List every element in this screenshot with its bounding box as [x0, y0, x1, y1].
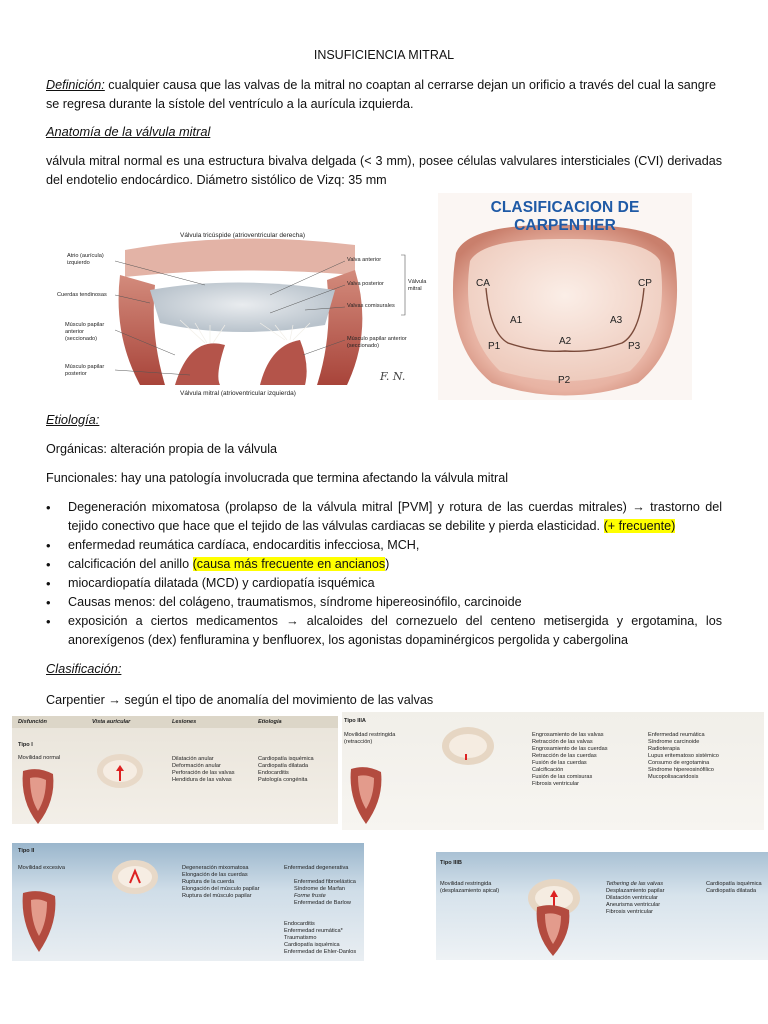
movement-line: (desplazamiento apical)	[440, 888, 500, 894]
heart-icon	[532, 902, 574, 958]
etiology-item: Cardiopatía dilatada	[706, 888, 757, 894]
carpentier-title: CLASIFICACION DE CARPENTIER	[490, 199, 640, 234]
lesion-item: Retracción de las valvas	[532, 739, 593, 745]
tipo-iiia-movement	[344, 732, 395, 746]
valve-view-icon	[440, 724, 496, 768]
etiology-item: Síndrome de Marfan	[294, 886, 345, 892]
tipo-ii-movement: Movilidad excesiva	[18, 865, 65, 871]
heart-icon	[18, 766, 58, 824]
page-title: INSUFICIENCIA MITRAL	[313, 48, 455, 62]
etiology-item: Síndrome hipereosinófilico	[648, 767, 714, 773]
right-label-anterior-leaflet: Valva anterior	[347, 257, 382, 263]
valve-view-icon	[95, 751, 145, 791]
bullet-highlight: (+ frecuente)	[603, 519, 676, 533]
etiology-item: Cardiopatía dilatada	[258, 763, 309, 769]
definition-label: Definición:	[46, 78, 105, 92]
valve-view-icon	[110, 857, 160, 897]
tipo-i-etiology	[258, 756, 314, 784]
classification-line: Carpentier → según el tipo de anomalía del movimiento de las valvas	[46, 693, 434, 707]
bullet-text: miocardiopatía dilatada (MCD) y cardiopatía isquémica	[68, 576, 375, 590]
etiology-item: Enfermedad reumática	[648, 732, 705, 738]
etiology-item: Enfermedad reumática*	[284, 928, 343, 934]
lesion-item: Elongación del músculo papilar	[182, 886, 260, 892]
anatomy-heading: Anatomía de la válvula mitral	[46, 124, 211, 139]
tipo-i-panel	[12, 716, 338, 824]
label-p3: P3	[628, 341, 641, 352]
movement-line: Movilidad restringida	[440, 881, 492, 887]
lesion-item: Elongación de las cuerdas	[182, 872, 248, 878]
heart-icon	[346, 764, 386, 826]
tipo-iiia-panel	[342, 712, 764, 830]
list-item	[46, 536, 722, 555]
label-p2: P2	[558, 375, 571, 386]
bracket-label-mitral: Válvula mitral	[408, 279, 427, 292]
etiology-item: Cardiopatía isquémica	[258, 756, 314, 762]
svg-text:F. N.: F. N.	[380, 370, 406, 383]
list-item	[46, 612, 722, 650]
etiology-item: Lupus eritematoso sistémico	[648, 753, 719, 759]
tipo-ii-etiology-head: Enfermedad degenerativa	[284, 865, 349, 871]
etiology-item: Mucopolisacaridosis	[648, 774, 699, 780]
label-a1: A1	[510, 315, 523, 326]
tipo-i-movement: Movilidad normal	[18, 755, 61, 761]
label-a2: A2	[559, 336, 572, 347]
mitral-valve-anatomy-figure	[55, 215, 430, 400]
right-label-papillary-sectioned: Músculo papilar anterior (seccionado)	[347, 336, 407, 349]
definition-paragraph	[46, 76, 722, 114]
lesion-item: Tethering de las valvas	[606, 881, 664, 887]
header-vista: Vista auricular	[92, 719, 131, 725]
etiology-item: Patología congénita	[258, 777, 308, 783]
lesion-item: Fusión de las comisuras	[532, 774, 593, 780]
lesion-item: Ruptura del músculo papilar	[182, 893, 252, 899]
lesion-item: Engrosamiento de las valvas	[532, 732, 604, 738]
lesion-item: Fibrosis ventricular	[606, 909, 653, 915]
left-label-posterior-papillary: Músculo papilar posterior	[65, 364, 105, 377]
header-etiologia: Etiología	[258, 719, 282, 725]
tipo-iiib-etiology	[706, 881, 762, 895]
classification-heading: Clasificación:	[46, 661, 122, 676]
tipo-ii-etiology	[294, 879, 356, 907]
tipo-iiib-lesions	[606, 881, 664, 916]
tricuspid-label: Válvula tricúspide (atrioventricular derecha)	[180, 232, 306, 239]
lesion-item: Dilatación anular	[172, 756, 214, 762]
left-label-chordae: Cuerdas tendinosas	[57, 292, 107, 298]
anatomy-paragraph: válvula mitral normal es una estructura bivalva delgada (< 3 mm), posee células valvulares intersticiales (CVI) derivadas del endotelio endocárdico. Diámetro sistólico de Vizq: 35 mm	[46, 154, 722, 187]
list-item	[46, 574, 722, 593]
tipo-iiia-etiology	[648, 732, 719, 781]
functional-line: Funcionales: hay una patología involucrada que termina afectando la válvula mitral	[46, 471, 509, 485]
tipo-ii-panel	[12, 843, 364, 961]
label-ca: CA	[476, 278, 490, 289]
tipo-iiia-lesions	[532, 732, 608, 788]
etiology-item: Consumo de ergotamina	[648, 760, 710, 766]
etiology-item: Enfermedad de Ehler-Danlos	[284, 949, 357, 955]
etiology-item: Endocarditis	[258, 770, 289, 776]
tipo-i-type: Tipo I	[18, 742, 33, 748]
etiology-item: Cardiopatía isquémica	[706, 881, 762, 887]
tipo-iiib-type: Tipo IIIB	[440, 860, 462, 866]
carpentier-figure	[438, 193, 692, 400]
lesion-item: Hendidura de las valvas	[172, 777, 232, 783]
bullet-text: calcificación del anillo	[68, 557, 193, 571]
tipo-ii-lesions	[182, 865, 259, 900]
heart-icon	[18, 888, 60, 954]
bullet-after: )	[385, 557, 390, 571]
bullet-text: Degeneración mixomatosa (prolapso de la válvula mitral [PVM] y rotura de las cuerdas mitrales) → trastorno del tejido conectivo que hace que el tejido de las válvulas cardiacas se debilite y pierda elasticidad.	[68, 500, 722, 533]
left-label-anterior-papillary: Músculo papilar anterior (seccionado)	[65, 322, 105, 342]
lesion-item: Perforación de las valvas	[172, 770, 235, 776]
lesion-item: Deformación anular	[172, 763, 221, 769]
lesion-item: Engrosamiento de las cuerdas	[532, 746, 608, 752]
label-a3: A3	[610, 315, 623, 326]
etiology-item: Forme fruste	[294, 893, 326, 899]
etiology-list	[46, 498, 722, 650]
bullet-text: Causas menos: del colágeno, traumatismos, síndrome hipereosinófilo, carcinoide	[68, 595, 522, 609]
etiology-item: Radioterapia	[648, 746, 680, 752]
etiology-item: Enfermedad de Barlow	[294, 900, 351, 906]
header-disfuncion: Disfunción	[18, 719, 47, 725]
etiology-item: Traumatismo	[284, 935, 317, 941]
bullet-text: enfermedad reumática cardíaca, endocarditis infecciosa, MCH,	[68, 538, 420, 552]
right-label-posterior-leaflet: Valva posterior	[347, 281, 384, 287]
organic-line: Orgánicas: alteración propia de la válvula	[46, 442, 278, 456]
tipo-ii-etiology-2	[284, 921, 356, 956]
list-item	[46, 555, 722, 574]
etiology-item: Síndrome carcinoide	[648, 739, 700, 745]
tipo-iiia-type: Tipo IIIA	[344, 718, 366, 724]
right-label-commissural: Valvas comisurales	[347, 303, 395, 309]
list-item	[46, 593, 722, 612]
bullet-highlight: (causa más frecuente en ancianos	[192, 557, 386, 571]
lesion-item: Retracción de las cuerdas	[532, 753, 597, 759]
lesion-item: Fusión de las cuerdas	[532, 760, 587, 766]
lesion-item: Aneurisma ventricular	[606, 902, 661, 908]
etiology-heading: Etiología:	[46, 412, 100, 427]
lesion-item: Ruptura de la cuerda	[182, 879, 235, 885]
lesion-item: Fibrosis ventricular	[532, 781, 579, 787]
movement-line: (retracción)	[344, 739, 373, 745]
lesion-item: Calcificación	[532, 767, 564, 773]
list-item	[46, 498, 722, 536]
definition-text: cualquier causa que las valvas de la mitral no coaptan al cerrarse dejan un orificio a través del cual la sangre se regresa durante la sístole del ventrículo a la aurícula izquierda.	[46, 78, 716, 111]
tipo-iiib-movement	[440, 881, 499, 895]
etiology-item: Cardiopatía isquémica	[284, 942, 340, 948]
left-label-atrium: Atrio (aurícula) izquierdo	[67, 253, 104, 266]
etiology-item: Endocarditis	[284, 921, 315, 927]
label-cp: CP	[638, 278, 652, 289]
etiology-item: Enfermedad fibroelástica	[294, 879, 356, 885]
lesion-item: Dilatación ventricular	[606, 895, 658, 901]
lesion-item: Degeneración mixomatosa	[182, 865, 249, 871]
mitral-bottom-label: Válvula mitral (atrioventricular izquierda)	[180, 390, 296, 397]
movement-line: Movilidad restringida	[344, 732, 396, 738]
header-lesiones: Lesiones	[172, 719, 197, 725]
tipo-i-lesions	[172, 756, 235, 784]
tipo-ii-type: Tipo II	[18, 848, 35, 854]
label-p1: P1	[488, 341, 501, 352]
bullet-text: exposición a ciertos medicamentos → alcaloides del cornezuelo del centeno metisergida y ergotamina, los anorexígenos (dex) fenfluramina y benfluorex, los agonistas dopaminérgicos pergolida y cabergolina	[68, 614, 722, 647]
tipo-iiib-panel	[436, 852, 768, 960]
lesion-item: Desplazamiento papilar	[606, 888, 665, 894]
